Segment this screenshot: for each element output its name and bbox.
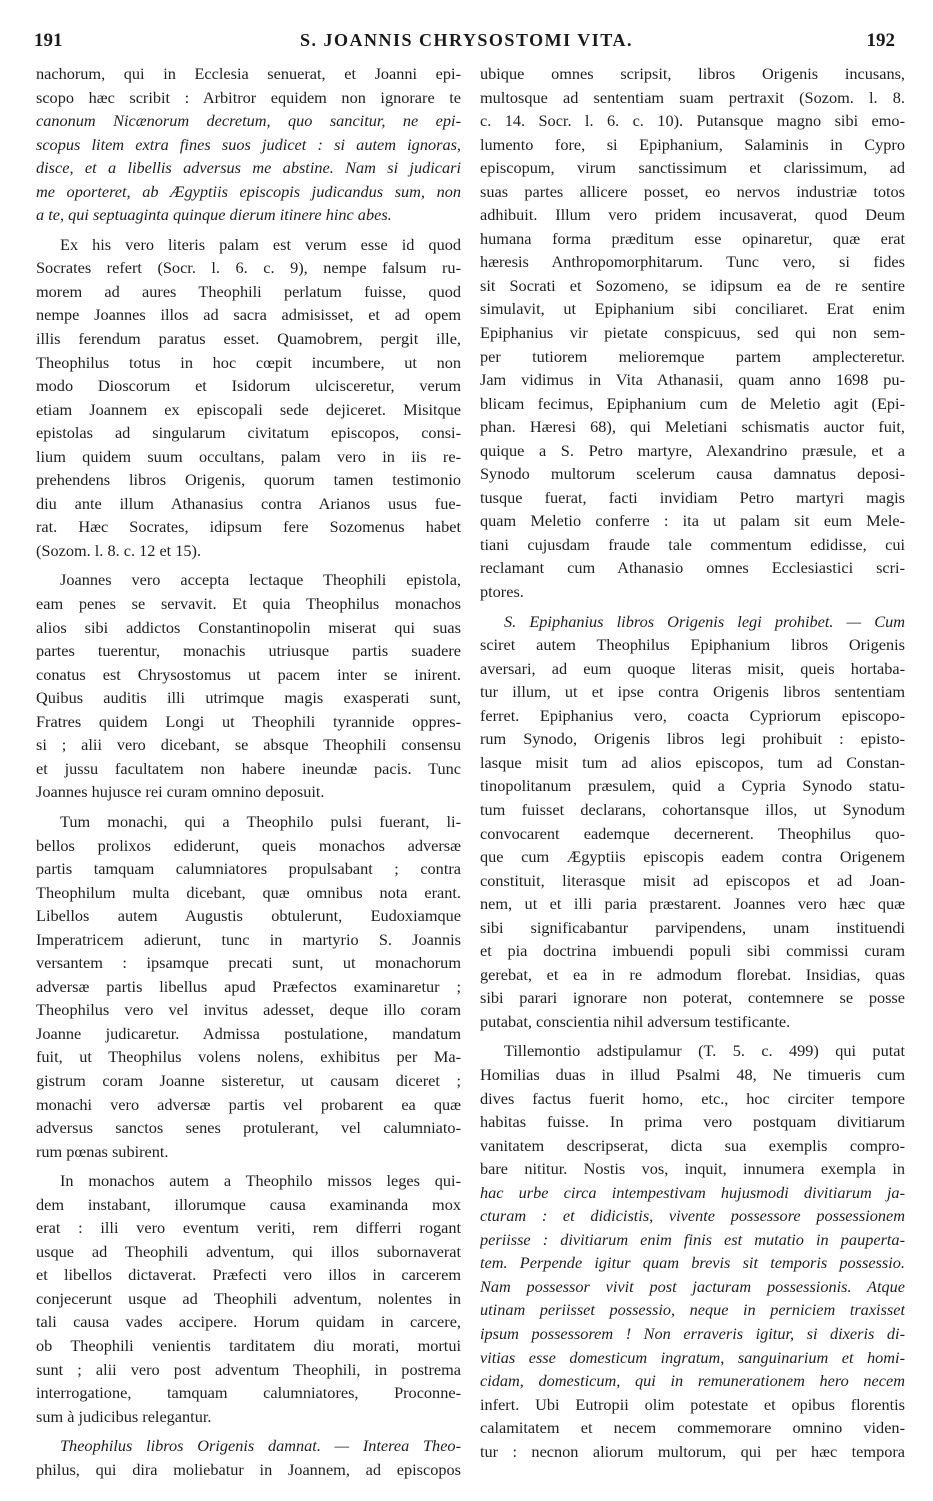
right-text-column	[480, 62, 905, 1463]
text-line: constituit, literasque misit ad episcopos et ad Joan-	[480, 870, 905, 890]
text-line: que cum Ægyptiis episcopis eadem contra Origenem	[480, 847, 905, 867]
text-line: Nam possessor vivit post jacturam possessionis. Atque	[480, 1276, 905, 1296]
text-line: sunt ; alii vero post adventum Theophili, in postrema	[36, 1359, 461, 1379]
text-line: morem ad aures Theophili perlatum fuisse, quod	[36, 281, 461, 301]
text-line: conjecerunt usque ad Theophili adventum, nolentes in	[36, 1288, 461, 1308]
text-line: scopo hæc scribit : Arbitror equidem non ignorare te	[36, 87, 461, 107]
text-line: Joannes hujusce rei curam omnino deposuit.	[36, 782, 325, 802]
text-line: gistrum coram Joanne sisteretur, ut causam diceret ;	[36, 1070, 461, 1090]
text-line: Joannes vero accepta lectaque Theophili epistola,	[60, 570, 461, 590]
text-line: erat : illi vero eventum veriti, rem differri rogant	[36, 1218, 461, 1238]
text-line: Jam vidimus in Vita Athanasii, quam anno 1698 pu-	[480, 370, 905, 390]
text-line: lumento fore, si Epiphanium, Salaminis in Cypro	[480, 134, 905, 154]
section-heading-line: S. Epiphanius libros Origenis legi prohibet. — Cum	[504, 611, 905, 631]
text-line: adhibuit. Illum vero pridem incusaverat, quod Deum	[480, 205, 905, 225]
text-line: ptores.	[480, 582, 524, 602]
text-line: infert. Ubi Eutropii olim potestate et opibus florentis	[480, 1394, 905, 1414]
text-line: hac urbe circa intempestivam hujusmodi divitiarum ja-	[480, 1182, 905, 1202]
text-line: Theophilus vero vel invitus adesset, deque illo coram	[36, 1000, 461, 1020]
right-page-number: 192	[866, 30, 895, 51]
text-line: illis ferendum paratus esset. Quamobrem, pergit ille,	[36, 329, 461, 349]
text-line: et libellos dictaverat. Præfecti vero illos in carcerem	[36, 1265, 461, 1285]
text-line: Tillemontio adstipulamur (T. 5. c. 499) qui putat	[504, 1041, 905, 1061]
text-line: blicam fecimus, Epiphanium cum de Meletio agit (Epi-	[480, 393, 905, 413]
text-line: suas partes allicere posset, eo nervos industriæ totos	[480, 181, 905, 201]
text-line: bellos prolixos ediderunt, queis monachos adversæ	[36, 835, 461, 855]
text-line: partes tuerentur, monachis utriusque partis suadere	[36, 641, 461, 661]
text-line: calamitatem et necem commemorare omnino viden-	[480, 1418, 905, 1438]
text-line: nempe Joannes illos ad sacra admisisset, et ad opem	[36, 305, 461, 325]
text-line: Imperatricem adierunt, tunc in martyrio S. Joannis	[36, 929, 461, 949]
text-line: Libellos autem Augustis obtulerunt, Eudoxiamque	[36, 906, 461, 926]
text-line: fuit, ut Theophilus volens nolens, exhibitus per Ma-	[36, 1047, 461, 1067]
text-line: cturam : et didicistis, vivente possessore possessionem	[480, 1206, 905, 1226]
text-line: versantem : ipsamque precati sunt, ut monachorum	[36, 953, 461, 973]
text-line: vanitatem descripserat, dicta sua exemplis compro-	[480, 1135, 905, 1155]
text-line: et jussu facultatem non habere ineundæ pacis. Tunc	[36, 758, 461, 778]
left-page-number: 191	[34, 30, 63, 51]
text-line: Epiphanius vir pietate conspicuus, sed qui non sem-	[480, 323, 905, 343]
text-line: ob Theophili venientis tarditatem diu morati, mortui	[36, 1335, 461, 1355]
text-line: diu ante illum Athanasius contra Arianos usus fue-	[36, 493, 461, 513]
text-line: adversæ partis libellus apud Præfectos examinaretur ;	[36, 976, 461, 996]
text-line: nem, ut et illi paria præstarent. Joannes vero hæc quæ	[480, 894, 905, 914]
text-line: Synodo multorum scelerum causa damnatus deposi-	[480, 464, 905, 484]
text-line: disce, et a libellis adversus me abstine. Nam si judicari	[36, 158, 461, 178]
text-line: multosque ad sententiam suam pertraxit (Sozom. l. 8.	[480, 87, 905, 107]
text-line: me oporteret, ab Ægyptiis episcopis judicandus sum, non	[36, 181, 461, 201]
text-line: epistolas ad singularum civitatum episcopos, consi-	[36, 423, 461, 443]
text-line: etiam Joannem ex episcopali sede dejiceret. Misitque	[36, 399, 461, 419]
text-line: reclamant cum Athanasio omnes Ecclesiastici scri-	[480, 558, 905, 578]
text-line: hæresis Anthropomorphitarum. Tunc vero, si fides	[480, 252, 905, 272]
text-line: tiani cujusdam fraude tale commentum edidisse, cui	[480, 534, 905, 554]
text-line: monachi vero adversæ partis vel probarent ea quæ	[36, 1094, 461, 1114]
text-line: habitas fuisse. In prima vero postquam divitiarum	[480, 1112, 905, 1132]
text-line: canonum Nicænorum decretum, quo sancitur, ne epi-	[36, 111, 461, 131]
text-line: tem. Perpende igitur quam brevis sit temporis possessio.	[480, 1253, 905, 1273]
text-line: si ; alii vero dicebant, se absque Theophili consensu	[36, 735, 461, 755]
text-line: gerebat, et ea in re admodum florebat. Insidias, quas	[480, 964, 905, 984]
text-line: prehendens libros Origenis, quorum tamen testimonio	[36, 470, 461, 490]
text-line: c. 14. Socr. l. 6. c. 10). Putansque magno sibi emo-	[480, 111, 905, 131]
text-line: adversus sanctos senes protulerant, vel calumniato-	[36, 1118, 461, 1138]
text-line: Quibus auditis illi utrimque magis exasperati sunt,	[36, 688, 461, 708]
text-line: ipsum possessorem ! Non erraveris igitur, si dixeris di-	[480, 1323, 905, 1343]
section-heading-line: Theophilus libros Origenis damnat. — Interea Theo-	[60, 1436, 461, 1456]
text-line: rum Synodo, Origenis libros legi prohibuit : episto-	[480, 729, 905, 749]
text-line: tur : necnon aliorum multorum, qui per hæc tempora	[480, 1441, 905, 1461]
left-text-column	[36, 62, 461, 1481]
text-line: putabat, conscientia nihil adversum testificante.	[480, 1011, 791, 1031]
text-line: Theophilus totus in hoc cœpit incumbere, ut non	[36, 352, 461, 372]
text-line: sibi parari ignorare non poterat, contemnere se posse	[480, 988, 905, 1008]
text-line: cidam, domesticum, qui in remunerationem hero necem	[480, 1371, 905, 1391]
text-line: eam penes se servavit. Et quia Theophilus monachos	[36, 594, 461, 614]
text-line: sit Socrati et Sozomeno, se idipsum ea de re sentire	[480, 275, 905, 295]
text-line: humana forma præditum esse opinaretur, quæ erat	[480, 228, 905, 248]
text-line: tum fuisset declarans, cohortansque illos, ut Synodum	[480, 799, 905, 819]
text-line: Joanne judicaretur. Admissa postulatione, mandatum	[36, 1023, 461, 1043]
text-line: tali causa vades accipere. Horum quidam in carcere,	[36, 1312, 461, 1332]
running-header	[0, 30, 933, 56]
text-line: aversari, ad eum quoque literas misit, queis hortaba-	[480, 658, 905, 678]
text-line: tur illum, ut et ipse contra Origenis libros sententiam	[480, 682, 905, 702]
text-line: sibi significabantur parvipendens, unam instituendi	[480, 917, 905, 937]
text-line: nachorum, qui in Ecclesia senuerat, et Joanni epi-	[36, 64, 461, 83]
text-line: partis tamquam calumniatores propulsabant ; contra	[36, 859, 461, 879]
text-line: vitias esse domesticum ingratum, sanguinarium et homi-	[480, 1347, 905, 1367]
text-line: conatus est Chrysostomus ut pacem inter se inirent.	[36, 664, 461, 684]
text-line: lium quidem suum occultans, palam vero in iis re-	[36, 446, 461, 466]
text-line: dives factus fuerit homo, etc., hoc circiter tempore	[480, 1088, 905, 1108]
text-line: Theophilum multa dicebant, quæ omnibus nota erant.	[36, 882, 461, 902]
text-line: lasque misit tum ad alios episcopos, tum ad Constan-	[480, 752, 905, 772]
text-line: alios sibi addictos Constantinopolin miserat qui suas	[36, 617, 461, 637]
text-line: interrogatione, tamquam calumniatores, Proconne-	[36, 1383, 461, 1403]
text-line: per tutiorem melioremque partem amplecteretur.	[480, 346, 905, 366]
text-line: (Sozom. l. 8. c. 12 et 15).	[36, 540, 202, 560]
text-line: usque ad Theophili adventum, qui illos subornaverat	[36, 1241, 461, 1261]
text-line: Homilias duas in illud Psalmi 48, Ne timueris cum	[480, 1064, 905, 1084]
text-line: episcopum, virum sanctissimum et clarissimum, ad	[480, 158, 905, 178]
text-line: In monachos autem a Theophilo missos leges qui-	[60, 1171, 461, 1191]
running-title: S. JOANNIS CHRYSOSTOMI VITA.	[300, 30, 633, 50]
text-line: et pia doctrina imbuendi populi sibi commissi curam	[480, 941, 905, 961]
text-line: utinam periisset possessio, neque in perniciem traxisset	[480, 1300, 905, 1320]
text-line: sciret autem Theophilus Epiphanium libros Origenis	[480, 635, 905, 655]
text-line: modo Dioscorum et Isidorum ulcisceretur, verum	[36, 376, 461, 396]
text-line: Ex his vero literis palam est verum esse id quod	[60, 234, 461, 254]
text-line: phan. Hæresi 68), qui Meletiani schismatis auctor fuit,	[480, 417, 905, 437]
text-line: scopus litem extra fines suos judicet : si autem ignoras,	[36, 134, 461, 154]
text-line: rum pœnas subirent.	[36, 1141, 169, 1161]
text-line: quique a S. Petro martyre, Alexandrino præsule, et a	[480, 440, 905, 460]
text-line: tusque fuerat, facti invidiam Petro martyri magis	[480, 487, 905, 507]
text-line: a te, qui septuaginta quinque dierum itinere hinc abes.	[36, 205, 392, 225]
text-line: ferret. Epiphanius vero, coacta Cypriorum episcopo-	[480, 705, 905, 725]
text-line: Socrates refert (Socr. l. 6. c. 9), nempe falsum ru-	[36, 258, 461, 278]
text-line: sum à judicibus relegantur.	[36, 1406, 212, 1426]
text-line: philus, qui dira moliebatur in Joannem, ad episcopos	[36, 1459, 461, 1479]
text-line: Fratres quidem Longi ut Theophili tyrannide oppres-	[36, 711, 461, 731]
text-line: ubique omnes scripsit, libros Origenis incusans,	[480, 64, 905, 83]
text-line: tinopolitanum præsulem, quid a Cypria Synodo statu-	[480, 776, 905, 796]
text-line: rat. Hæc Socrates, idipsum fere Sozomenus habet	[36, 517, 461, 537]
text-line: periisse : divitiarum enim finis est mutatio in pauperta-	[480, 1229, 905, 1249]
text-line: quam Meletio conferre : ita ut palam sit eum Mele-	[480, 511, 905, 531]
text-line: bare nititur. Nostis vos, inquit, innumera exempla in	[480, 1159, 905, 1179]
text-line: dem instabant, illorumque causa examinanda mox	[36, 1194, 461, 1214]
text-line: simulavit, ut Epiphanium sibi conciliaret. Erat enim	[480, 299, 905, 319]
text-line: Tum monachi, qui a Theophilo pulsi fuerant, li-	[60, 811, 461, 831]
text-line: convocarent eademque decernerent. Theophilus quo-	[480, 823, 905, 843]
